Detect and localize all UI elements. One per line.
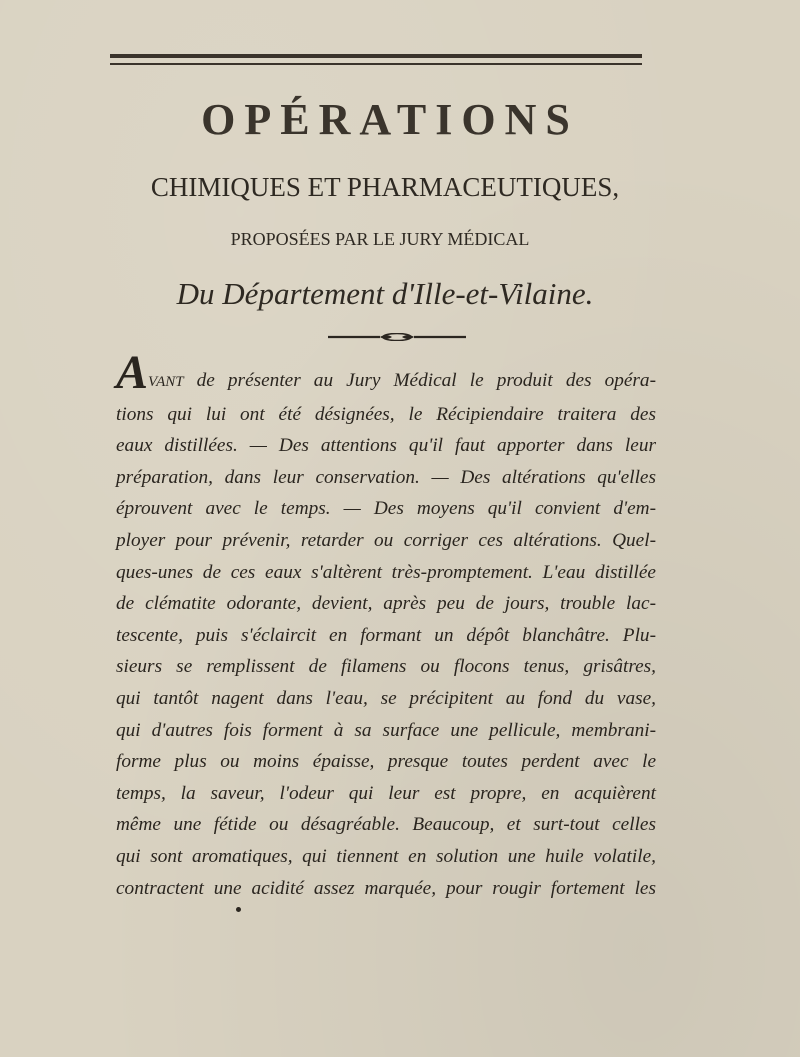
line-text: de présenter au Jury Médical le produit des opéra-	[196, 370, 656, 391]
text-line-6: ployer pour prévenir, retarder ou corriger ces altérations. Quel-	[116, 529, 656, 551]
first-word-rest: VANT	[148, 374, 184, 390]
ink-speck	[236, 907, 241, 912]
top-thin-rule	[110, 63, 642, 65]
text-line-4: préparation, dans leur conservation. — Des altérations qu'elles	[116, 466, 656, 488]
text-line-15: même une fétide ou désagréable. Beaucoup, et surt-tout celles	[116, 814, 656, 836]
text-line-9: tescente, puis s'éclaircit en formant un dépôt blanchâtre. Plu-	[116, 624, 656, 646]
text-line-3: eaux distillées. — Des attentions qu'il faut apporter dans leur	[116, 435, 656, 457]
ornament-divider	[328, 333, 466, 341]
text-line-12: qui d'autres fois forment à sa surface une pellicule, membrani-	[116, 719, 656, 741]
text-line-1	[116, 346, 656, 399]
text-line-13: forme plus ou moins épaisse, presque toutes perdent avec le	[116, 751, 656, 773]
text-line-2: tions qui lui ont été désignées, le Récipiendaire traitera des	[116, 403, 656, 425]
text-line-5: éprouvent avec le temps. — Des moyens qu'il convient d'em-	[116, 498, 656, 520]
page-subtitle: CHIMIQUES ET PHARMACEUTIQUES,	[150, 172, 620, 202]
text-line-11: qui tantôt nagent dans l'eau, se précipitent au fond du vase,	[116, 687, 656, 709]
top-thick-rule	[110, 54, 642, 58]
text-line-17: contractent une acidité assez marquée, pour rougir fortement les	[116, 877, 656, 899]
text-line-14: temps, la saveur, l'odeur qui leur est propre, en acquièrent	[116, 782, 656, 804]
text-line-16: qui sont aromatiques, qui tiennent en solution une huile volatile,	[116, 845, 656, 867]
department-line: Du Département d'Ille-et-Vilaine.	[176, 276, 594, 311]
body-paragraph	[116, 346, 656, 904]
page-subheading: PROPOSÉES PAR LE JURY MÉDICAL	[230, 229, 530, 249]
text-line-8: de clématite odorante, devient, après peu de jours, trouble lac-	[116, 593, 656, 615]
text-line-7: ques-unes de ces eaux s'altèrent très-promptement. L'eau distillée	[116, 561, 656, 583]
text-line-10: sieurs se remplissent de filamens ou flocons tenus, grisâtres,	[116, 656, 656, 678]
page-title: OPÉRATIONS	[201, 95, 579, 144]
drop-cap: A	[116, 346, 149, 399]
